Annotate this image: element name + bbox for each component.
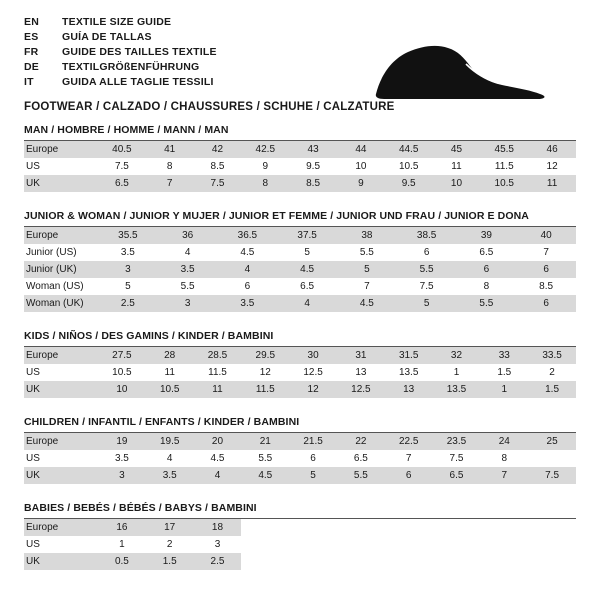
- cell: 3.5: [146, 467, 194, 484]
- language-code: DE: [24, 60, 39, 73]
- cell: 4.5: [241, 467, 289, 484]
- cell: 6: [516, 261, 576, 278]
- cell: 3.5: [218, 295, 278, 312]
- cell: 6.5: [457, 244, 517, 261]
- cell: 13: [337, 364, 385, 381]
- cell: 7.5: [528, 467, 576, 484]
- cell: 4: [194, 467, 242, 484]
- cell: 7: [337, 278, 397, 295]
- cell: 30: [289, 347, 337, 364]
- cell-empty: [433, 519, 481, 536]
- cell-empty: [385, 536, 433, 553]
- cell: 6: [218, 278, 278, 295]
- cell: 8.5: [516, 278, 576, 295]
- cell: 31: [337, 347, 385, 364]
- cell: 5.5: [397, 261, 457, 278]
- section-junior-woman: [24, 210, 576, 312]
- section-kids: [24, 330, 576, 398]
- cell: 35.5: [98, 227, 158, 244]
- cell: 44.5: [385, 141, 433, 158]
- cell: 7.5: [194, 175, 242, 192]
- cell: 23.5: [433, 433, 481, 450]
- cell: 1: [98, 536, 146, 553]
- cell: 11: [194, 381, 242, 398]
- language-title: GUÍA DE TALLAS: [62, 30, 152, 43]
- cell: 7: [146, 175, 194, 192]
- table-row: [24, 450, 576, 467]
- cell: 45: [433, 141, 481, 158]
- cell: 3: [98, 261, 158, 278]
- cell: 5.5: [457, 295, 517, 312]
- cell: 12: [241, 364, 289, 381]
- table-row: [24, 175, 576, 192]
- cell: 44: [337, 141, 385, 158]
- cell: 3: [194, 536, 242, 553]
- cell: 1: [480, 381, 528, 398]
- cell: 38: [337, 227, 397, 244]
- cell: 7: [516, 244, 576, 261]
- cell-empty: [480, 553, 528, 570]
- section-babies: [24, 502, 576, 570]
- cell: 4.5: [218, 244, 278, 261]
- cell: 1.5: [146, 553, 194, 570]
- cell: 6: [516, 295, 576, 312]
- cell: 36: [158, 227, 218, 244]
- cell: 45.5: [480, 141, 528, 158]
- cell: 1.5: [528, 381, 576, 398]
- cell: 7.5: [433, 450, 481, 467]
- language-title: GUIDA ALLE TAGLIE TESSILI: [62, 75, 214, 88]
- cell: 12.5: [337, 381, 385, 398]
- cell: 11.5: [480, 158, 528, 175]
- cell: 10.5: [98, 364, 146, 381]
- cell: 3: [98, 467, 146, 484]
- cell: 6: [457, 261, 517, 278]
- cell-empty: [289, 553, 337, 570]
- cell: 8: [457, 278, 517, 295]
- cell: 4: [158, 244, 218, 261]
- cell: 18: [194, 519, 242, 536]
- cell-empty: [241, 536, 289, 553]
- section-title: MAN / HOMBRE / HOMME / MANN / MAN: [24, 124, 576, 141]
- cell: 4.5: [277, 261, 337, 278]
- cell: 2: [146, 536, 194, 553]
- footwear-category-line: FOOTWEAR / CALZADO / CHAUSSURES / SCHUHE / CALZATURE: [24, 101, 395, 113]
- cell: 12: [528, 158, 576, 175]
- cell-empty: [337, 553, 385, 570]
- language-code: IT: [24, 75, 34, 88]
- cell: 25: [528, 433, 576, 450]
- size-table-babies: [24, 519, 576, 570]
- cell: 8.5: [194, 158, 242, 175]
- cell: 1.5: [480, 364, 528, 381]
- row-label: US: [24, 536, 98, 553]
- language-title-list: [24, 14, 217, 89]
- cell-empty: [433, 553, 481, 570]
- section-children: [24, 416, 576, 484]
- table-row: [24, 519, 576, 536]
- cell: 43: [289, 141, 337, 158]
- cell: 4: [277, 295, 337, 312]
- row-label: US: [24, 158, 98, 175]
- cell: [528, 450, 576, 467]
- table-row: [24, 227, 576, 244]
- cell: 11: [146, 364, 194, 381]
- row-label: Europe: [24, 347, 98, 364]
- cell: 10: [433, 175, 481, 192]
- language-title-list-body: [24, 14, 217, 89]
- row-label: Europe: [24, 227, 98, 244]
- cell-empty: [385, 519, 433, 536]
- cell-empty: [385, 553, 433, 570]
- cell: 20: [194, 433, 242, 450]
- cell-empty: [241, 553, 289, 570]
- cell: 28: [146, 347, 194, 364]
- section-man: [24, 124, 576, 192]
- cell: 7.5: [397, 278, 457, 295]
- language-row: [24, 14, 217, 29]
- section-title: BABIES / BEBÉS / BÉBÉS / BABYS / BAMBINI: [24, 502, 576, 519]
- cell: 10.5: [480, 175, 528, 192]
- table-row: [24, 261, 576, 278]
- cell-empty: [289, 519, 337, 536]
- cell: 5.5: [158, 278, 218, 295]
- cell: 33: [480, 347, 528, 364]
- cell: 19: [98, 433, 146, 450]
- cell: 10: [337, 158, 385, 175]
- cell: 9.5: [385, 175, 433, 192]
- cell: 6: [397, 244, 457, 261]
- cell: 6.5: [277, 278, 337, 295]
- cell: 6.5: [98, 175, 146, 192]
- cell: 9: [241, 158, 289, 175]
- cell: 10.5: [385, 158, 433, 175]
- cell: 9.5: [289, 158, 337, 175]
- table-row: [24, 278, 576, 295]
- table-row: [24, 141, 576, 158]
- table-row: [24, 364, 576, 381]
- cell: 6.5: [337, 450, 385, 467]
- cell: 11: [433, 158, 481, 175]
- cell: 4.5: [194, 450, 242, 467]
- cell: 39: [457, 227, 517, 244]
- table-row: [24, 536, 576, 553]
- cell: 38.5: [397, 227, 457, 244]
- cell: 3.5: [98, 450, 146, 467]
- language-row: [24, 29, 217, 44]
- cell-empty: [528, 536, 576, 553]
- cell: 11: [528, 175, 576, 192]
- cell: 13: [385, 381, 433, 398]
- language-row: [24, 44, 217, 59]
- cell: 41: [146, 141, 194, 158]
- language-code: ES: [24, 30, 39, 43]
- row-label: UK: [24, 175, 98, 192]
- table-row: [24, 467, 576, 484]
- cell-empty: [337, 536, 385, 553]
- table-row: [24, 433, 576, 450]
- cell-empty: [241, 519, 289, 536]
- section-title: JUNIOR & WOMAN / JUNIOR Y MUJER / JUNIOR ET FEMME / JUNIOR UND FRAU / JUNIOR E DONA: [24, 210, 576, 227]
- cell: 31.5: [385, 347, 433, 364]
- cell: 10: [98, 381, 146, 398]
- cell: 12.5: [289, 364, 337, 381]
- row-label: UK: [24, 467, 98, 484]
- cell: 2.5: [98, 295, 158, 312]
- language-row: [24, 74, 217, 89]
- row-label: Europe: [24, 519, 98, 536]
- cell: 3.5: [98, 244, 158, 261]
- cell: 5: [98, 278, 158, 295]
- cell: 46: [528, 141, 576, 158]
- size-table-children: [24, 433, 576, 484]
- language-title: GUIDE DES TAILLES TEXTILE: [62, 45, 217, 58]
- cell: 36.5: [218, 227, 278, 244]
- table-row: [24, 347, 576, 364]
- cell: 1: [433, 364, 481, 381]
- cell: 5: [277, 244, 337, 261]
- cell-empty: [480, 536, 528, 553]
- table-row: [24, 244, 576, 261]
- cell: 4.5: [337, 295, 397, 312]
- cell: 22.5: [385, 433, 433, 450]
- cell: 0.5: [98, 553, 146, 570]
- cell-empty: [289, 536, 337, 553]
- row-label: UK: [24, 381, 98, 398]
- cell: 8: [480, 450, 528, 467]
- row-label: US: [24, 450, 98, 467]
- section-title: CHILDREN / INFANTIL / ENFANTS / KINDER / BAMBINI: [24, 416, 576, 433]
- cell: 29.5: [241, 347, 289, 364]
- row-label: Woman (UK): [24, 295, 98, 312]
- language-row: [24, 59, 217, 74]
- cell-empty: [480, 519, 528, 536]
- cell: 32: [433, 347, 481, 364]
- dress-shoe-icon: [370, 38, 550, 102]
- cell: 27.5: [98, 347, 146, 364]
- cell: 6: [289, 450, 337, 467]
- cell: 11.5: [241, 381, 289, 398]
- cell: 7.5: [98, 158, 146, 175]
- cell-empty: [528, 519, 576, 536]
- language-code: FR: [24, 45, 39, 58]
- document-header: [24, 14, 576, 113]
- cell: 3: [158, 295, 218, 312]
- cell: 33.5: [528, 347, 576, 364]
- cell: 5.5: [337, 467, 385, 484]
- cell: 7: [385, 450, 433, 467]
- cell: 42.5: [241, 141, 289, 158]
- cell: 6.5: [433, 467, 481, 484]
- cell: 17: [146, 519, 194, 536]
- cell-empty: [337, 519, 385, 536]
- cell: 5: [289, 467, 337, 484]
- language-code: EN: [24, 15, 39, 28]
- row-label: Woman (US): [24, 278, 98, 295]
- cell: 9: [337, 175, 385, 192]
- table-row: [24, 381, 576, 398]
- cell: 40.5: [98, 141, 146, 158]
- cell-empty: [433, 536, 481, 553]
- row-label: Europe: [24, 141, 98, 158]
- cell: 11.5: [194, 364, 242, 381]
- cell: 4: [146, 450, 194, 467]
- table-row: [24, 158, 576, 175]
- table-row: [24, 295, 576, 312]
- language-title: TEXTILE SIZE GUIDE: [62, 15, 172, 28]
- cell: 24: [480, 433, 528, 450]
- cell: 21: [241, 433, 289, 450]
- cell: 19.5: [146, 433, 194, 450]
- cell: 40: [516, 227, 576, 244]
- row-label: Junior (US): [24, 244, 98, 261]
- cell: 5.5: [337, 244, 397, 261]
- cell-empty: [528, 553, 576, 570]
- cell: 13.5: [385, 364, 433, 381]
- cell: 28.5: [194, 347, 242, 364]
- cell: 12: [289, 381, 337, 398]
- cell: 42: [194, 141, 242, 158]
- cell: 37.5: [277, 227, 337, 244]
- cell: 4: [218, 261, 278, 278]
- row-label: US: [24, 364, 98, 381]
- cell: 2: [528, 364, 576, 381]
- size-table-junior-woman: [24, 227, 576, 312]
- cell: 10.5: [146, 381, 194, 398]
- cell: 7: [480, 467, 528, 484]
- language-title: TEXTILGRÖßENFÜHRUNG: [62, 60, 200, 73]
- cell: 8: [146, 158, 194, 175]
- row-label: UK: [24, 553, 98, 570]
- row-label: Europe: [24, 433, 98, 450]
- cell: 3.5: [158, 261, 218, 278]
- cell: 5: [337, 261, 397, 278]
- cell: 5: [397, 295, 457, 312]
- row-label: Junior (UK): [24, 261, 98, 278]
- cell: 21.5: [289, 433, 337, 450]
- cell: 13.5: [433, 381, 481, 398]
- cell: 22: [337, 433, 385, 450]
- table-row: [24, 553, 576, 570]
- cell: 8.5: [289, 175, 337, 192]
- cell: 6: [385, 467, 433, 484]
- size-table-kids: [24, 347, 576, 398]
- section-title: KIDS / NIÑOS / DES GAMINS / KINDER / BAMBINI: [24, 330, 576, 347]
- cell: 5.5: [241, 450, 289, 467]
- cell: 2.5: [194, 553, 242, 570]
- size-table-man: [24, 141, 576, 192]
- cell: 8: [241, 175, 289, 192]
- cell: 16: [98, 519, 146, 536]
